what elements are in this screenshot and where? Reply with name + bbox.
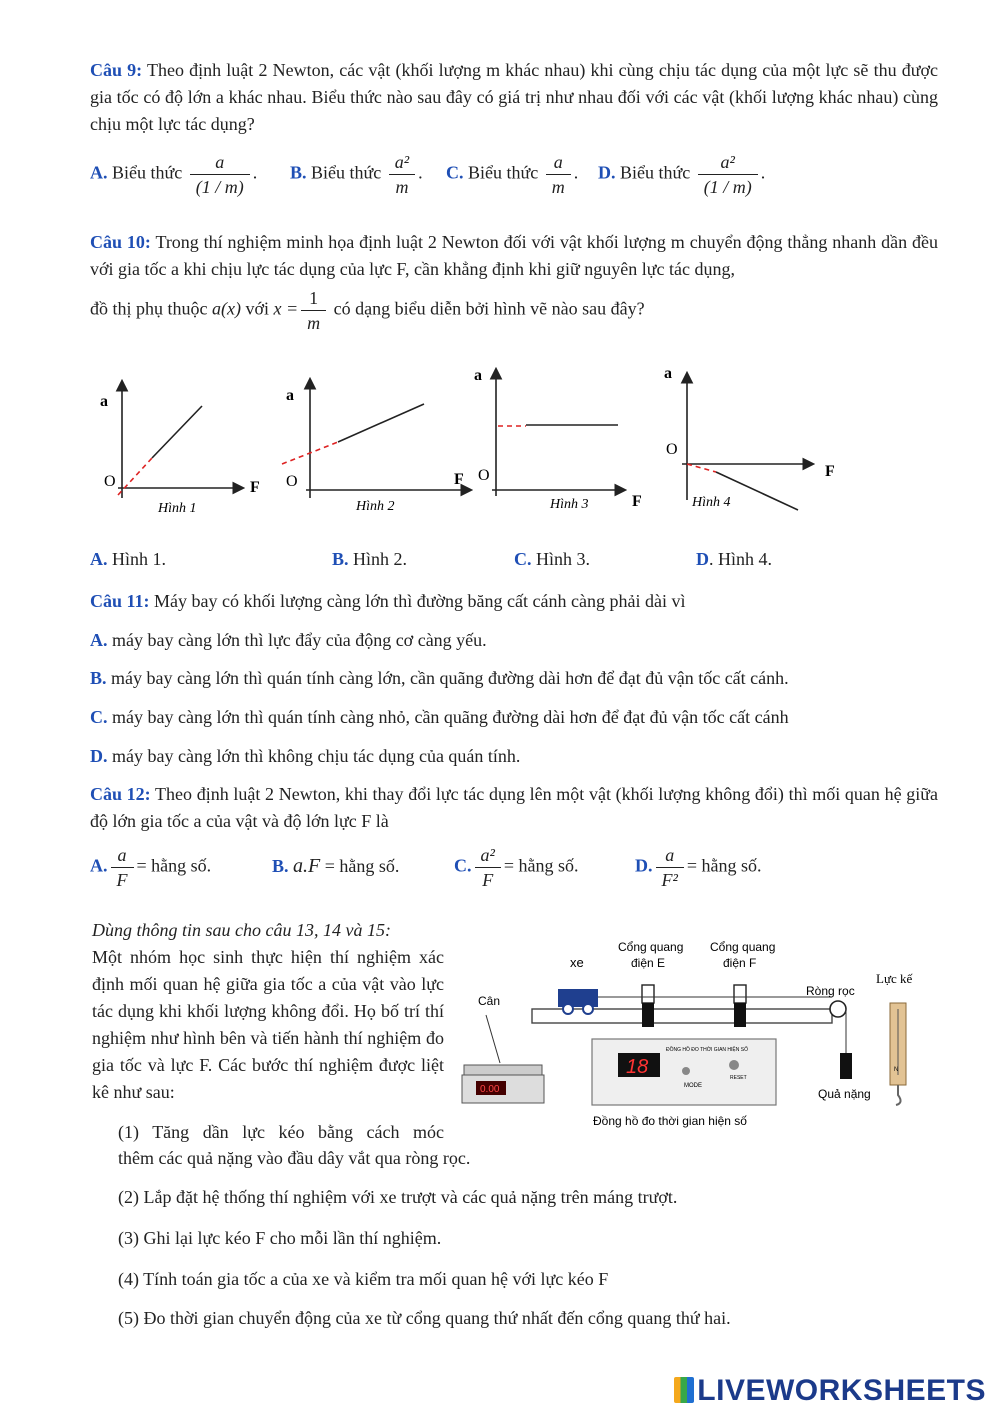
gate-f <box>734 985 746 1027</box>
step-5: (5) Đo thời gian chuyển động của xe từ cổng quang thứ nhất đến cổng quang thứ hai. <box>118 1308 731 1328</box>
question-10-line3: đồ thị phụ thuộc a(x) với x = $\frac{1}{m}$ có dạng biểu diễn bởi hình vẽ nào sau đây? <box>90 288 645 333</box>
svg-text:Cổng quang: Cổng quang <box>710 940 776 954</box>
svg-text:a: a <box>474 367 482 384</box>
question-11: Câu 11: Máy bay có khối lượng càng lớn thì đường băng cất cánh càng phải dài vì <box>90 591 686 611</box>
svg-text:a: a <box>286 387 294 404</box>
svg-text:Lực kế: Lực kế <box>876 971 913 986</box>
q12-option-c[interactable]: C. $\frac{\text{a²}}{F}$ = hằng số. <box>454 845 579 890</box>
fraction: $\frac{1}{m}$ <box>301 286 326 335</box>
force-meter <box>890 1003 906 1105</box>
q12-option-a[interactable]: A. $\frac{a}{F}$ = hằng số. <box>90 845 212 890</box>
svg-text:Quả nặng: Quả nặng <box>818 1087 871 1101</box>
svg-text:N: N <box>894 1067 899 1073</box>
option-label: A. <box>90 162 108 183</box>
step-4: (4) Tính toán gia tốc a của xe và kiểm tra mối quan hệ với lực kéo F <box>118 1269 609 1289</box>
option-label: B. <box>290 162 307 183</box>
svg-text:F: F <box>825 463 835 480</box>
svg-text:a: a <box>100 393 108 410</box>
info-text: Một nhóm học sinh thực hiện thí nghiệm xác định mối quan hệ giữa gia tốc a của vật vào lực tác dụng khi khối lượng không đổi. Họ bố trí thí nghiệm như hình bên và tiến hành thí nghiệm đo gia tốc và lực F. Các bước thí nghiệm được liệt kê như sau: <box>92 947 444 1102</box>
option-text: Biểu thức <box>620 162 691 183</box>
svg-text:Cân: Cân <box>478 994 501 1008</box>
q12-option-d[interactable]: D. $\frac{a}{\text{F²}}$ = hằng số. <box>635 845 762 890</box>
svg-text:ĐỒNG HỒ ĐO THỜI GIAN HIỆN SỐ: ĐỒNG HỒ ĐO THỜI GIAN HIỆN SỐ <box>666 1047 748 1053</box>
step-2: (2) Lắp đặt hệ thống thí nghiệm với xe trượt và các quả nặng trên máng trượt. <box>118 1187 678 1207</box>
svg-text:RESET: RESET <box>730 1075 747 1081</box>
svg-text:O: O <box>104 473 116 490</box>
q9-option-d[interactable]: D. Biểu thức $\frac{\text{a²}}{(1 / m)}$ . <box>598 152 766 197</box>
gate-e <box>642 985 654 1027</box>
question-12: Câu 12: Theo định luật 2 Newton, khi thay đổi lực tác dụng lên một vật (khối lượng không đổi) thì mối quan hệ giữa độ lớn gia tốc a của vật và độ lớn lực F là <box>90 784 938 831</box>
option-text: Biểu thức <box>311 162 382 183</box>
svg-text:MODE: MODE <box>684 1083 702 1089</box>
graphs-figure <box>90 360 850 530</box>
svg-text:F: F <box>454 471 464 488</box>
step-3: (3) Ghi lại lực kéo F cho mỗi lần thí nghiệm. <box>118 1228 442 1248</box>
svg-text:Cổng quang: Cổng quang <box>618 940 684 954</box>
svg-text:điện E: điện E <box>631 956 666 970</box>
q10-option-c[interactable]: C. Hình 3. <box>514 549 590 569</box>
info-block <box>92 917 444 1106</box>
svg-text:Hình 1: Hình 1 <box>158 501 197 516</box>
svg-text:Hình 4: Hình 4 <box>692 495 731 510</box>
svg-text:O: O <box>666 441 678 458</box>
q9-option-b[interactable]: B. Biểu thức $\frac{\text{a²}}{m}$ . <box>290 152 423 197</box>
logo-icon <box>674 1377 694 1403</box>
svg-text:Đồng hồ đo thời gian hiện số: Đồng hồ đo thời gian hiện số <box>593 1114 747 1128</box>
svg-text:xe: xe <box>570 955 584 970</box>
q10-option-d[interactable]: D. Hình 4. <box>696 549 772 569</box>
fraction: $\frac{a}{(1 / m)}$ <box>190 150 250 199</box>
liveworksheets-logo: LIVEWORKSHEETS <box>674 1374 986 1408</box>
apparatus-figure <box>458 935 948 1135</box>
svg-text:Hình 2: Hình 2 <box>356 499 395 514</box>
q11-option-d[interactable]: D. máy bay càng lớn thì không chịu tác dụng của quán tính. <box>90 746 521 766</box>
graph-3[interactable] <box>474 367 642 512</box>
question-9-label: Câu 9: <box>90 60 143 80</box>
question-10-label: Câu 10: <box>90 232 151 252</box>
graph-1[interactable] <box>100 382 260 516</box>
svg-text:điện F: điện F <box>723 956 757 970</box>
q11-option-a[interactable]: A. máy bay càng lớn thì lực đẩy của động cơ càng yếu. <box>90 630 487 650</box>
svg-text:O: O <box>478 467 490 484</box>
option-label: C. <box>446 162 464 183</box>
svg-text:18: 18 <box>626 1056 649 1078</box>
question-9 <box>90 57 938 138</box>
svg-text:a: a <box>664 365 672 382</box>
q9-option-c[interactable]: C. Biểu thức $\frac{a}{m}$ . <box>446 152 579 197</box>
step-1-cont: thêm các quả nặng vào đầu dây vắt qua ròng rọc. <box>118 1148 471 1168</box>
q11-option-b[interactable]: B. máy bay càng lớn thì quán tính càng lớn, cần quãng đường dài hơn để đạt đủ vận tốc cất cánh. <box>90 668 789 688</box>
question-12-options <box>90 843 950 903</box>
digital-timer <box>592 1039 776 1105</box>
svg-text:F: F <box>250 479 260 496</box>
question-9-text: Theo định luật 2 Newton, các vật (khối lượng m khác nhau) khi cùng chịu tác dụng của một lực sẽ thu được gia tốc có độ lớn a khác nhau. Biểu thức nào sau đây có giá trị như nhau đối với các vật (khối lượng khác nhau) cùng chịu một lực tác dụng? <box>90 60 938 134</box>
q9-option-a[interactable]: A. Biểu thức $\frac{a}{(1 / m)}$ . <box>90 152 258 197</box>
fraction: $\frac{a}{m}$ <box>546 150 571 199</box>
q11-option-c[interactable]: C. máy bay càng lớn thì quán tính càng nhỏ, cần quãng đường dài hơn để đạt đủ vận tốc cất cánh <box>90 707 789 727</box>
option-label: D. <box>598 162 616 183</box>
option-text: Biểu thức <box>468 162 539 183</box>
q10-option-a[interactable]: A. Hình 1. <box>90 549 166 569</box>
question-9-options <box>90 150 950 210</box>
pulley <box>830 1001 846 1017</box>
svg-text:F: F <box>632 493 642 510</box>
question-10-options <box>90 549 950 575</box>
info-title: Dùng thông tin sau cho câu 13, 14 và 15: <box>92 920 391 940</box>
fraction: $\frac{\text{a²}}{(1 / m)}$ <box>698 150 758 199</box>
question-10 <box>90 229 938 283</box>
graph-2[interactable] <box>282 380 470 514</box>
option-text: Biểu thức <box>112 162 183 183</box>
q12-option-b[interactable]: B. a.F = hằng số. <box>272 855 400 877</box>
svg-text:Hình 3: Hình 3 <box>550 497 589 512</box>
fraction: $\frac{\text{a²}}{m}$ <box>389 150 415 199</box>
svg-text:0.00: 0.00 <box>480 1084 500 1095</box>
svg-text:O: O <box>286 473 298 490</box>
svg-text:Ròng rọc: Ròng rọc <box>806 984 855 998</box>
q10-option-b[interactable]: B. Hình 2. <box>332 549 408 569</box>
weight <box>840 1053 852 1079</box>
track <box>532 1009 832 1023</box>
graph-4[interactable] <box>664 365 835 510</box>
question-10-text: Trong thí nghiệm minh họa định luật 2 Newton đối với vật khối lượng m chuyển động thẳng nhanh dần đều với gia tốc a khi chịu lực tác dụng của lực F, cần khẳng định khi giữ nguyên lực tác dụng, <box>90 232 938 279</box>
step-1: (1) Tăng dần lực kéo bằng cách móc <box>118 1122 444 1142</box>
